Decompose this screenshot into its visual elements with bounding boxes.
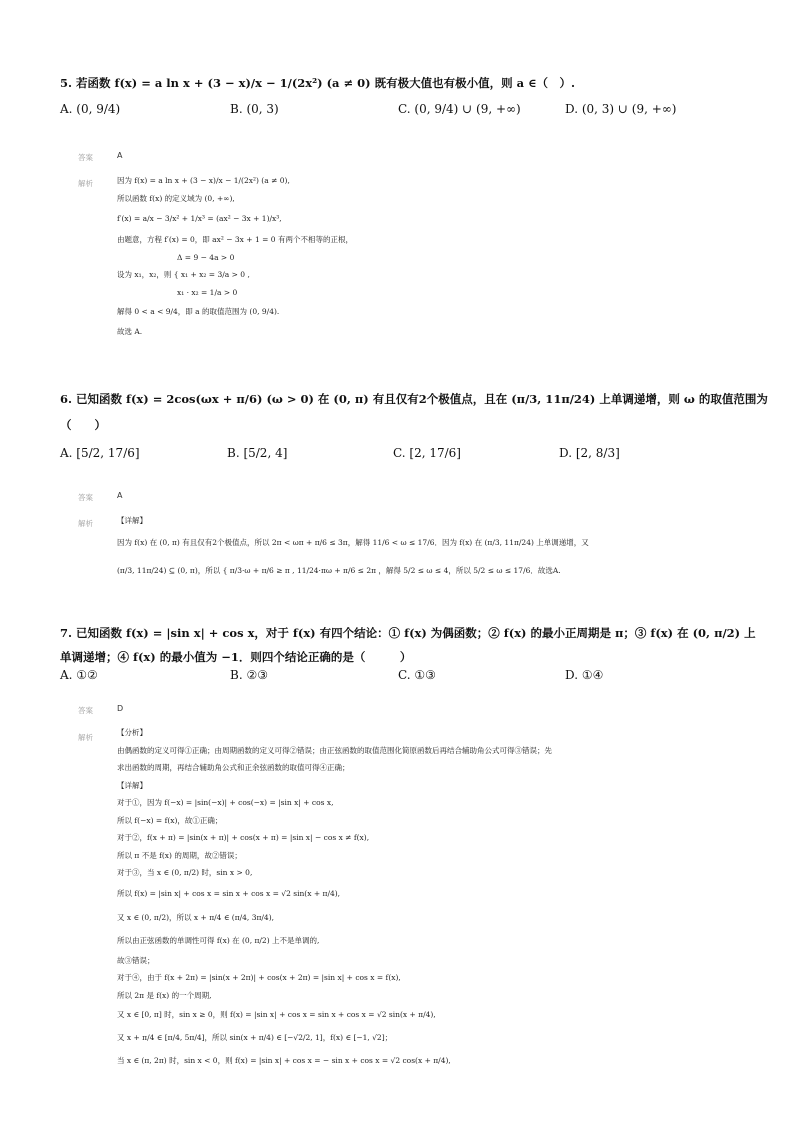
option-c: C. (0, 9/4) ∪ (9, +∞): [398, 102, 521, 116]
analysis-label: 解析: [78, 519, 93, 528]
option-a: A. (0, 9/4): [60, 102, 121, 116]
answer-value: A: [117, 151, 123, 160]
option-a: A. ①②: [60, 668, 98, 682]
analysis-label: 解析: [78, 179, 93, 188]
question-6-stem-continued: （ ）: [60, 418, 106, 432]
option-b: B. ②③: [230, 668, 268, 682]
answer-value: A: [117, 491, 123, 500]
option-c: C. ①③: [398, 668, 436, 682]
question-6-options: [60, 440, 740, 480]
question-5-solution: 因为 f(x) = a ln x + (3 − x)/x − 1/(2x²) (a ≠ 0), 所以函数 f(x) 的定义域为 (0, +∞), f′(x) = a/x − 3/x² + 1/x³ = (ax² − 3x + 1)/x³, 由题意，方程 f′(x) = 0，即 ax² − 3x + 1 = 0 有两个不相等的正根， Δ = 9 − 4a > 0 设为 x₁，x₂，则 { x₁ + x₂ = 3/a > 0 , x₁ · x₂ = 1/a > 0 解得 0 < a < 9/4，即 a 的取值范围为 (0, 9/4). 故选 A.: [117, 176, 353, 336]
option-c: C. [2, 17/6]: [393, 446, 461, 460]
question-5-stem: 5. 若函数 f(x) = a ln x + (3 − x)/x − 1/(2x²) (a ≠ 0) 既有极大值也有极小值，则 a ∈（ ）.: [60, 76, 576, 90]
question-6-stem: 6. 已知函数 f(x) = 2cos(ωx + π/6) (ω > 0) 在 (0, π) 有且仅有2个极值点，且在 (π/3, 11π/24) 上单调递增，则 ω 的取值范围为: [60, 392, 768, 406]
option-b: B. (0, 3): [230, 102, 279, 116]
option-a: A. [5/2, 17/6]: [60, 446, 140, 460]
answer-label: 答案: [78, 493, 93, 502]
question-7-options: [60, 666, 740, 706]
question-6-solution: 【详解】 因为 f(x) 在 (0, π) 有且仅有2个极值点，所以 2π < ωπ + π/6 ≤ 3π，解得 11/6 < ω ≤ 17/6．因为 f(x) 在 (π/3, 11π/24) 上单调递增，又 (π/3, 11π/24) ⊆ (0, π)，所以 { π/3·ω + π/6 ≥ π , 11/24·πω + π/6 ≤ 2π ，解得 5/2 ≤ ω ≤ 4，所以 5/2 ≤ ω ≤ 17/6．故选A.: [117, 516, 589, 575]
question-5-options: [60, 96, 740, 136]
question-7-stem-continued: 单调递增；④ f(x) 的最小值为 −1．则四个结论正确的是（ ）: [60, 650, 412, 664]
option-d: D. (0, 3) ∪ (9, +∞): [565, 102, 677, 116]
answer-label: 答案: [78, 153, 93, 162]
answer-value: D: [117, 704, 124, 713]
answer-label: 答案: [78, 706, 93, 715]
analysis-label: 解析: [78, 733, 93, 742]
question-7-stem: 7. 已知函数 f(x) = |sin x| + cos x，对于 f(x) 有四个结论：① f(x) 为偶函数；② f(x) 的最小正周期是 π；③ f(x) 在 (0, π/2) 上: [60, 626, 756, 640]
option-d: D. ①④: [565, 668, 604, 682]
option-d: D. [2, 8/3]: [559, 446, 620, 460]
option-b: B. [5/2, 4]: [227, 446, 288, 460]
question-7-solution: 【分析】 由偶函数的定义可得①正确；由周期函数的定义可得②错误；由正弦函数的取值范围化简原函数后再结合辅助角公式可得③错误；先 求出函数的周期，再结合辅助角公式和正余弦函数的取值可得④正确； 【详解】 对于①，因为 f(−x) = |sin(−x)| + cos(−x) = |sin x| + cos x, 所以 f(−x) = f(x)，故①正确； 对于②，f(x + π) = |sin(x + π)| + cos(x + π) = |sin x| − cos x ≠ f(x), 所以 π 不是 f(x) 的周期，故②错误； 对于③，当 x ∈ (0, π/2) 时，sin x > 0, 所以 f(x) = |sin x| + cos x = sin x + cos x = √2 sin(x + π/4), 又 x ∈ (0, π/2)，所以 x + π/4 ∈ (π/4, 3π/4), 所以由正弦函数的单调性可得 f(x) 在 (0, π/2) 上不是单调的, 故③错误； 对于④，由于 f(x + 2π) = |sin(x + 2π)| + cos(x + 2π) = |sin x| + cos x = f(x), 所以 2π 是 f(x) 的一个周期, 又 x ∈ [0, π] 时，sin x ≥ 0，则 f(x) = |sin x| + cos x = sin x + cos x = √2 sin(x + π/4), 又 x + π/4 ∈ [π/4, 5π/4]，所以 sin(x + π/4) ∈ [−√2/2, 1]，f(x) ∈ [−1, √2]； 当 x ∈ (π, 2π) 时，sin x < 0，则 f(x) = |sin x| + cos x = − sin x + cos x = √2 cos(x + π/4),: [117, 728, 552, 1065]
